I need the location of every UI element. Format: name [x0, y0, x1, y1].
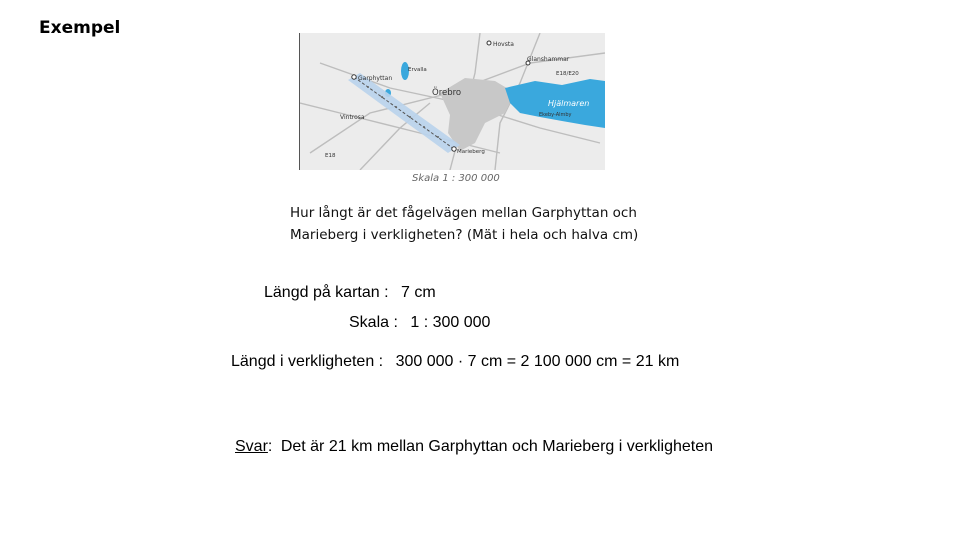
scale-row: [349, 314, 490, 332]
slide-title: Exempel: [39, 18, 121, 38]
label-vintrosa: Vintrosa: [340, 114, 365, 121]
hovsta-marker: [487, 41, 491, 45]
question-text: [290, 202, 710, 246]
question-line-1: Hur långt är det fågelvägen mellan Garphyttan och: [290, 205, 637, 221]
label-glanshammar: Glanshammar: [527, 56, 570, 63]
garphyttan-marker: [352, 75, 356, 79]
map-image: [299, 33, 605, 170]
label-road-e18: E18: [325, 153, 336, 159]
label-ekeby: Ekeby-Almby: [539, 112, 572, 118]
label-road-e18e20: E18/E20: [556, 71, 579, 77]
real-length-value: 300 000 · 7 cm = 2 100 000 cm = 21 km: [395, 353, 680, 370]
map-svg: [300, 33, 605, 170]
label-marieberg: Marieberg: [457, 149, 485, 155]
question-line-2: Marieberg i verkligheten? (Mät i hela och halva cm): [290, 227, 639, 243]
map-length-label: Längd på kartan :: [264, 284, 389, 301]
answer-line: [235, 438, 713, 456]
answer-text: Det är 21 km mellan Garphyttan och Marieberg i verkligheten: [280, 438, 714, 455]
real-length-row: [231, 353, 679, 371]
answer-colon: :: [267, 438, 273, 455]
map-length-value: 7 cm: [401, 284, 436, 301]
label-ervalla: Ervalla: [408, 67, 427, 73]
label-hjalmaren: Hjälmaren: [548, 99, 590, 108]
scale-value: 1 : 300 000: [410, 314, 491, 331]
real-length-label: Längd i verkligheten :: [231, 353, 384, 370]
answer-prefix: Svar: [235, 438, 268, 455]
map-scale-caption: Skala 1 : 300 000: [412, 173, 500, 184]
label-garphyttan: Garphyttan: [358, 75, 393, 82]
scale-label: Skala :: [349, 314, 398, 331]
map-length-row: [264, 284, 436, 302]
marieberg-marker: [452, 147, 456, 151]
label-hovsta: Hovsta: [493, 41, 514, 48]
label-orebro: Örebro: [432, 88, 462, 98]
